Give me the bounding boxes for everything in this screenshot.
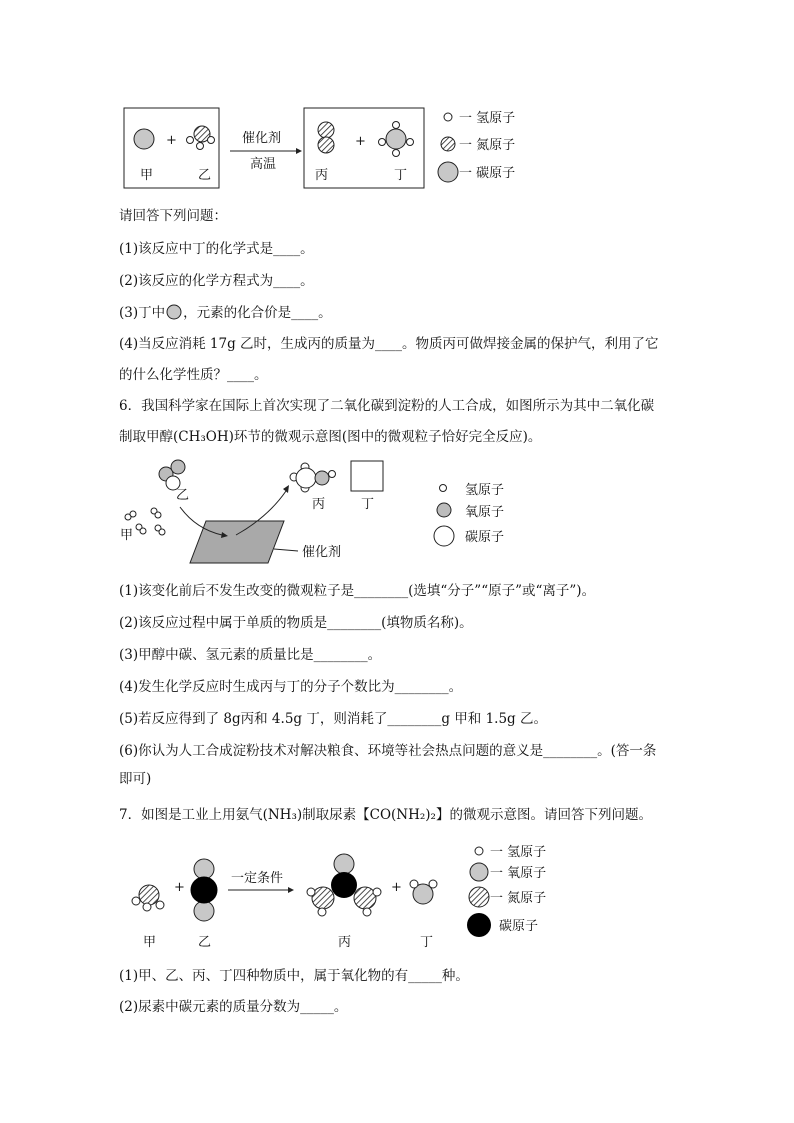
legend-carbon-icon <box>467 913 491 937</box>
plus-sign-2: + <box>391 880 402 895</box>
legend-hydrogen-icon <box>440 485 447 492</box>
legend-carbon: 碳原子 <box>499 919 539 934</box>
q5-item-1: (1)该反应中丁的化学式是____。 <box>119 241 314 257</box>
carbon-atom <box>191 877 217 903</box>
label-bing: 丙 <box>312 497 326 512</box>
arrow-head-icon <box>288 887 294 893</box>
q5-item-4: (4)当反应消耗 17g 乙时，生成丙的质量为____。物质丙可做焊接金属的保护气，利用了它 <box>119 336 659 352</box>
label-bing: 丙 <box>315 168 329 183</box>
hydrogen-atom <box>197 143 204 150</box>
q6-stem-line-1: 6．我国科学家在国际上首次实现了二氧化碳到淀粉的人工合成，如图所示为其中二氧化碳 <box>119 398 655 414</box>
q5-item-3-before: (3)丁中 <box>119 305 166 321</box>
q6-item-6-cont: 即可) <box>119 771 152 787</box>
nitrogen-atom <box>139 885 159 905</box>
nitrogen-atom <box>318 122 334 138</box>
catalyst-pointer <box>274 549 298 551</box>
legend-nitrogen-icon <box>441 137 455 151</box>
oxygen-atom <box>315 471 329 485</box>
empty-product-box <box>351 461 383 491</box>
legend-oxygen: 氧原子 <box>465 505 505 520</box>
legend-nitrogen: 一 氮原子 <box>459 138 516 153</box>
q6-item-3: (3)甲醇中碳、氢元素的质量比是________。 <box>119 647 382 663</box>
legend-oxygen-icon <box>470 863 488 881</box>
reaction-diagram-2 <box>118 455 548 570</box>
nitrogen-atom <box>354 887 376 909</box>
q6-stem-line-2: 制取甲醇(CH₃OH)环节的微观示意图(图中的微观粒子恰好完全反应)。 <box>119 429 542 445</box>
legend-carbon-icon <box>438 162 458 182</box>
legend-carbon-icon <box>434 526 454 546</box>
q7-item-1: (1)甲、乙、丙、丁四种物质中，属于氧化物的有_____种。 <box>119 968 469 984</box>
catalyst-plate <box>190 521 284 563</box>
label-yi: 乙 <box>198 168 212 183</box>
q5-item-2: (2)该反应的化学方程式为____。 <box>119 273 314 289</box>
oxygen-atom <box>171 460 185 474</box>
hydrogen-atom <box>208 137 215 144</box>
nitrogen-atom <box>318 137 334 153</box>
reaction-diagram-3 <box>118 842 568 957</box>
label-yi: 乙 <box>198 935 212 950</box>
arrow-condition: 一定条件 <box>231 871 284 886</box>
arrow-condition-top: 催化剂 <box>242 131 282 146</box>
legend-hydrogen: 一 氢原子 <box>490 845 547 860</box>
hydrogen-atom <box>187 137 194 144</box>
hydrogen-atom <box>379 139 386 146</box>
q6-item-2: (2)该反应过程中属于单质的物质是________(填物质名称)。 <box>119 615 473 631</box>
q7-item-2: (2)尿素中碳元素的质量分数为_____。 <box>119 999 348 1015</box>
q5-intro: 请回答下列问题： <box>119 208 227 224</box>
carbon-atom <box>296 468 316 488</box>
oxygen-atom <box>194 859 214 879</box>
legend-oxygen-icon <box>437 503 451 517</box>
legend-hydrogen-icon <box>475 847 483 855</box>
plus-sign-2: + <box>355 134 366 149</box>
hydrogen-atom <box>393 122 400 129</box>
carbon-atom <box>331 872 357 898</box>
q5-item-3 <box>119 304 332 322</box>
q5-item-4-cont: 的什么化学性质？____。 <box>119 367 268 383</box>
legend-nitrogen-icon <box>469 887 489 907</box>
oxygen-atom <box>194 901 214 921</box>
hydrogen-atom <box>393 150 400 157</box>
carbon-atom-icon <box>165 304 183 320</box>
q6-item-4: (4)发生化学反应时生成丙与丁的分子个数比为________。 <box>119 679 463 695</box>
catalyst-label: 催化剂 <box>302 545 342 560</box>
label-ding: 丁 <box>394 168 408 183</box>
label-bing: 丙 <box>338 935 352 950</box>
carbon-atom <box>386 129 406 149</box>
legend-nitrogen: 一 氮原子 <box>490 891 547 906</box>
legend-oxygen: 一 氧原子 <box>490 866 547 881</box>
label-yi: 乙 <box>176 488 190 503</box>
oxygen-atom <box>334 854 354 874</box>
arrow-condition-bottom: 高温 <box>250 157 277 172</box>
label-jia: 甲 <box>120 528 134 543</box>
arrow-head-icon <box>296 148 302 154</box>
q6-item-5: (5)若反应得到了 8g丙和 4.5g 丁，则消耗了________g 甲和 1.5g 乙。 <box>119 711 547 727</box>
plus-sign-1: + <box>174 880 185 895</box>
q7-stem: 7．如图是工业上用氨气(NH₃)制取尿素【CO(NH₂)₂】的微观示意图。请回答下列问题。 <box>119 807 652 823</box>
legend-hydrogen: 氢原子 <box>465 483 505 498</box>
q5-item-3-after: ，元素的化合价是____。 <box>183 305 332 321</box>
legend-carbon: 一 碳原子 <box>459 166 516 181</box>
legend-hydrogen-icon <box>444 113 452 121</box>
q6-item-6: (6)你认为人工合成淀粉技术对解决粮食、环境等社会热点问题的意义是________。(答一条 <box>119 743 657 759</box>
hydrogen-atom <box>407 139 414 146</box>
label-ding: 丁 <box>420 935 434 950</box>
legend-carbon: 碳原子 <box>465 530 505 545</box>
plus-sign-1: + <box>166 133 177 148</box>
legend-hydrogen: 一 氢原子 <box>459 111 516 126</box>
label-ding: 丁 <box>361 497 375 512</box>
label-jia: 甲 <box>143 935 157 950</box>
nitrogen-atom <box>312 887 334 909</box>
carbon-atom <box>134 129 154 149</box>
reaction-diagram-1 <box>118 100 558 195</box>
label-jia: 甲 <box>140 168 154 183</box>
q6-item-1: (1)该变化前后不发生改变的微观粒子是________(选填“分子”“原子”或“离子”)。 <box>119 583 596 599</box>
